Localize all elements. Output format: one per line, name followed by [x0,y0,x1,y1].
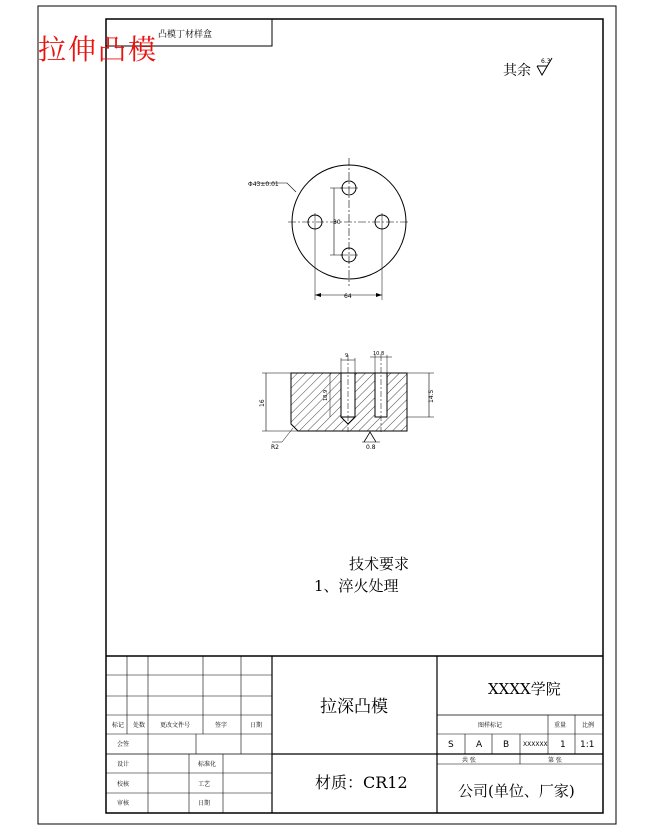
tb-label-signature: 签字 [215,722,228,729]
top-width-dim: 64 [344,293,352,300]
top-view [255,158,410,300]
section-hole-depth: 18.9 [323,389,329,401]
tb-label-sheet-mark: 图样标记 [478,722,503,729]
tb-stage-a: A [476,740,483,750]
tb-label-mark: 标记 [112,722,125,729]
tb-label-count: 处数 [133,722,146,729]
tech-requirements-heading: 技术要求 [349,555,410,573]
tb-label-total-sheets: 共 张 [462,757,476,764]
tb-stage-s: S [448,740,454,750]
tb-label-checked: 校核 [117,781,130,788]
surface-note-prefix: 其余 [503,63,531,79]
top-diameter-callout: Φ43±0.01 [248,181,279,188]
tb-label-scale: 比例 [582,722,595,729]
drawing-number-text: 凸模丁材样盒 [158,30,213,40]
tb-school: XXXX学院 [488,680,561,698]
tb-label-sheet-no: 第 张 [548,757,562,764]
tb-label-seal: 会签 [117,741,130,748]
top-spacing-dim: 30 [333,219,341,226]
section-view [262,355,434,442]
section-roughness-bottom: 0.8 [366,444,376,451]
overlay-title: 拉伸凸模 [38,33,159,66]
tb-label-date2: 日期 [198,800,211,807]
section-radius-note: R2 [271,444,279,451]
tb-label-standardized: 标准化 [198,761,217,768]
tb-label-change-doc: 更改文件号 [160,722,191,729]
section-right-height: 14.5 [428,389,435,403]
tech-requirements-item-1: 1、淬火处理 [314,577,399,595]
section-hole-width-1: 9 [345,353,349,359]
tb-label-approved: 审核 [117,800,130,807]
tb-label-designed: 设计 [117,761,130,768]
tb-label-process: 工艺 [198,781,211,788]
surface-note-roughness: 6.3 [541,58,551,65]
tb-label-date: 日期 [250,722,263,729]
tb-scale-value: 1:1 [580,740,595,750]
tb-label-weight: 重量 [554,722,567,729]
tb-part-name: 拉深凸模 [320,697,388,717]
tb-stage-b: B [503,740,510,750]
section-height: 16 [259,399,266,407]
tb-company: 公司(单位、厂家) [458,782,575,800]
tb-quantity: 1 [560,740,566,750]
tb-material: 材质：CR12 [315,773,408,792]
section-hole-width-2: 10.8 [373,351,385,357]
tb-drawing-code: XXXXXX [523,741,548,748]
